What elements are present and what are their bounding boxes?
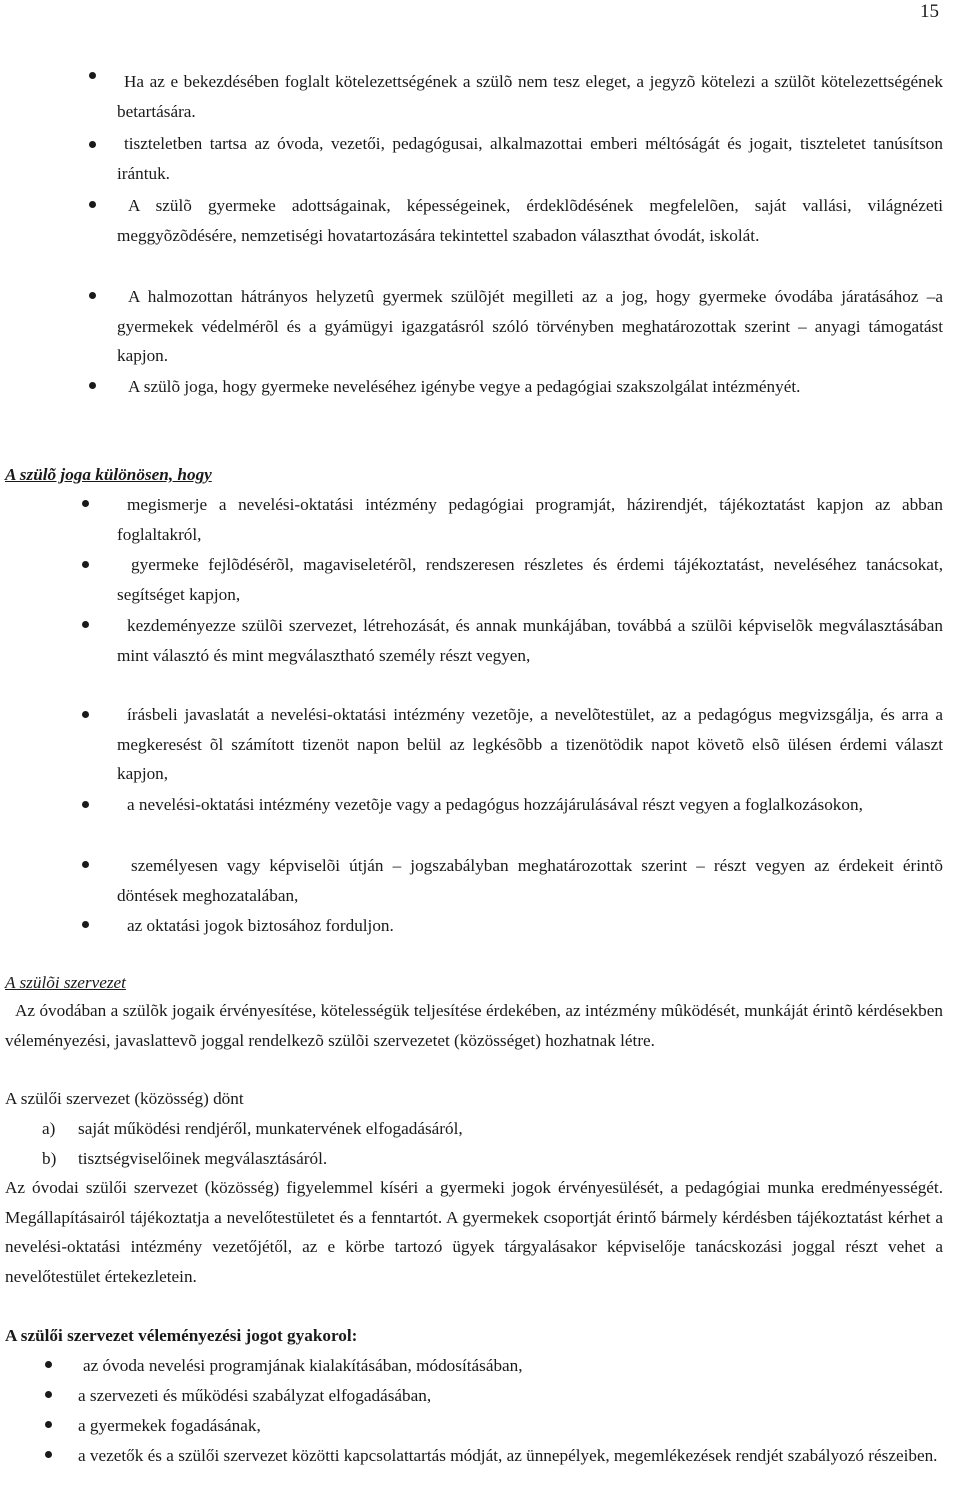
bullet-icon xyxy=(89,141,96,148)
list-item: A szülõ joga, hogy gyermeke neveléséhez igénybe vegye a pedagógiai szakszolgálat intézményét. xyxy=(128,377,801,396)
list-item: írásbeli javaslatát a nevelési-oktatási intézmény vezetõje, a nevelõtestület, az a pedagógus megvizsgálja, és arra a megkeresést õl számított tizenöt napon belül az legkésõbb a tizenötödik napot követõ elsõ ülésen érdemi választ kapjon, xyxy=(117,705,943,783)
section-heading: A szülői szervezet véleményezési jogot gyakorol: xyxy=(5,1326,358,1345)
bullet-icon xyxy=(82,500,89,507)
list-label: a) xyxy=(42,1119,56,1138)
paragraph: A szülői szervezet (közösség) dönt xyxy=(5,1089,244,1108)
list-item: tisztségviselőinek megválasztásáról. xyxy=(78,1149,328,1168)
page-number: 15 xyxy=(920,1,939,22)
bullet-icon xyxy=(45,1421,52,1428)
bullet-icon xyxy=(45,1361,52,1368)
list-item: Ha az e bekezdésében foglalt kötelezettségének a szülõ nem tesz eleget, a jegyzõ kötelezi a szülõt kötelezettségének betartására. xyxy=(117,72,943,121)
list-item: a szervezeti és működési szabályzat elfogadásában, xyxy=(78,1386,432,1405)
list-item: a vezetők és a szülői szervezet közötti kapcsolattartás módját, az ünnepélyek, megemlékezések rendjét szabályozó részeiben. xyxy=(78,1446,938,1465)
bullet-icon xyxy=(82,921,89,928)
list-item: megismerje a nevelési-oktatási intézmény pedagógiai programját, házirendjét, tájékoztatást kapjon az abban foglaltakról, xyxy=(117,495,943,544)
bullet-icon xyxy=(82,561,89,568)
bullet-icon xyxy=(89,72,96,79)
list-item: gyermeke fejlõdésérõl, magaviseletérõl, rendszeresen részletes és érdemi tájékoztatást, neveléséhez tanácsokat, segítséget kapjon, xyxy=(117,555,943,604)
list-label: b) xyxy=(42,1149,57,1168)
list-item: kezdeményezze szülõi szervezet, létrehozását, és annak munkájában, továbbá a szülõi képviselõk megválasztásában mint választó és mint megválasztható személy részt vegyen, xyxy=(117,616,943,665)
list-item: saját működési rendjéről, munkatervének elfogadásáról, xyxy=(78,1119,463,1138)
heading-org: A szülõi szervezet xyxy=(5,973,126,992)
bullet-icon xyxy=(82,861,89,868)
list-item: személyesen vagy képviselõi útján – jogszabályban meghatározottak szerint – részt vegyen az érdekeit érintõ döntések meghozatalában, xyxy=(117,856,943,905)
list-item: a gyermekek fogadásának, xyxy=(78,1416,261,1435)
list-item: az oktatási jogok biztosához forduljon. xyxy=(127,916,394,935)
bullet-icon xyxy=(89,292,96,299)
list-item: tiszteletben tartsa az óvoda, vezetői, pedagógusai, alkalmazottai emberi méltóságát és jogait, tiszteletet tanúsítson irántuk. xyxy=(117,134,943,183)
paragraph: Az óvodai szülői szervezet (közösség) figyelemmel kíséri a gyermeki jogok érvényesülését, a pedagógiai munka eredményességét. Megállapításairól tájékoztatja a nevelőtestületet és a fenntartót. A gyermekek csoportját érintő bármely kérdésben tájékoztatást kérhet a nevelési-oktatási intézmény vezetőjétől, az e körbe tartozó ügyek tárgyalásakor képviselője tanácskozási joggal részt vehet a nevelőtestület értekezletein. xyxy=(5,1178,943,1286)
bullet-icon xyxy=(45,1391,52,1398)
list-item: a nevelési-oktatási intézmény vezetõje vagy a pedagógus hozzájárulásával részt vegyen a foglalkozásokon, xyxy=(127,795,863,814)
bullet-icon xyxy=(89,382,96,389)
list-item: A halmozottan hátrányos helyzetû gyermek szülõjét megilleti az a jog, hogy gyermeke óvodába járatásához –a gyermekek védelmérõl és a gyámügyi igazgatásról szóló törvényben meghatározottak szerint – anyagi támogatást kapjon. xyxy=(117,287,943,365)
paragraph: Az óvodában a szülõk jogaik érvényesítése, kötelességük teljesítése érdekében, az intézmény mûködését, munkáját érintõ kérdésekben véleményezési, javaslattevõ joggal rendelkezõ szülõi szervezetet (közösséget) hozhatnak létre. xyxy=(5,1001,943,1050)
bullet-icon xyxy=(82,711,89,718)
list-item: A szülõ gyermeke adottságainak, képességeinek, érdeklõdésének megfelelõen, saját vallási, világnézeti meggyõzõdésére, nemzetiségi hovatartozására tekintettel szabadon választhat óvodát, iskolát. xyxy=(117,196,943,245)
bullet-icon xyxy=(89,201,96,208)
bullet-icon xyxy=(82,801,89,808)
bullet-icon xyxy=(45,1451,52,1458)
list-item: az óvoda nevelési programjának kialakításában, módosításában, xyxy=(83,1356,523,1375)
bullet-icon xyxy=(82,621,89,628)
heading-rights: A szülõ joga különösen, hogy xyxy=(5,465,212,484)
section-heading xyxy=(5,460,212,490)
section-heading xyxy=(5,968,126,998)
